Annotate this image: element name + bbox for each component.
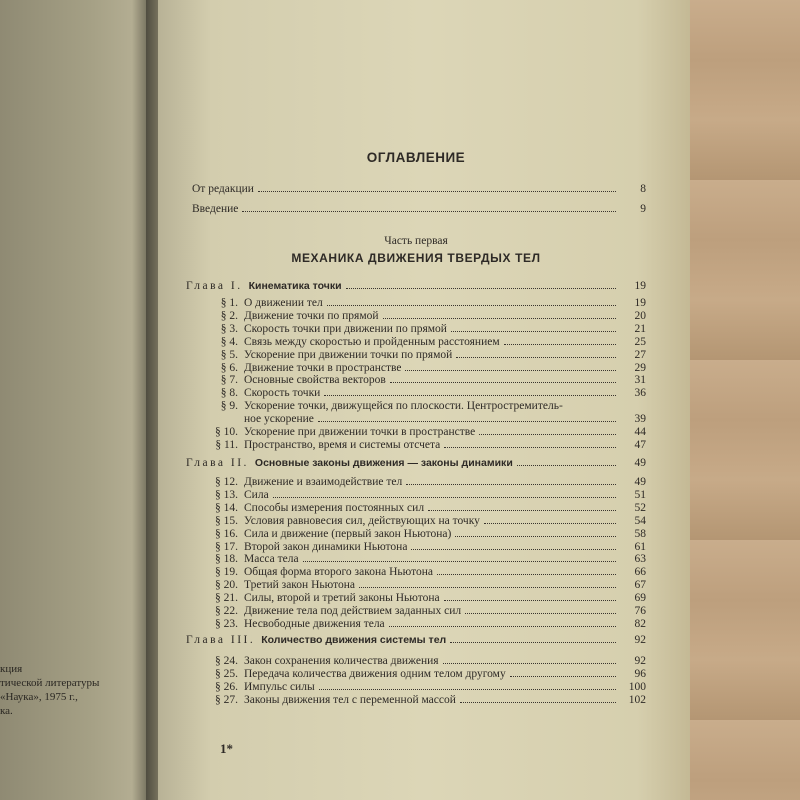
leader-dots — [444, 438, 616, 448]
left-line: кция — [0, 663, 23, 675]
chapter-label: Глава III. — [186, 634, 256, 646]
intro-entry — [192, 202, 646, 216]
section-entry — [186, 565, 646, 579]
left-line: тической литературы — [0, 677, 100, 689]
section-number: § 1. — [220, 297, 238, 309]
leader-dots — [327, 296, 616, 306]
leader-dots — [318, 412, 616, 422]
section-title: Скорость точки при движении по прямой — [244, 322, 447, 335]
section-title: Ускорение при движении точки в пространстве — [244, 426, 476, 438]
section-title-continued: ное ускорение — [244, 413, 314, 426]
leader-dots — [517, 456, 616, 466]
section-entry — [186, 578, 646, 592]
section-number: § 21. — [215, 592, 238, 605]
section-number: § 9. — [220, 400, 238, 413]
section-number: § 17. — [215, 540, 238, 553]
leader-dots — [324, 386, 616, 396]
page-number: 92 — [634, 655, 646, 667]
section-entry — [186, 335, 646, 349]
page-number: 52 — [634, 501, 646, 514]
page-number: 25 — [634, 335, 646, 348]
section-entry — [186, 488, 646, 502]
leader-dots — [411, 540, 616, 550]
page-number: 49 — [634, 457, 646, 469]
section-entry — [186, 386, 646, 400]
section-number: § 5. — [220, 348, 238, 361]
section-title: Законы движения тел с переменной массой — [244, 693, 456, 706]
toc-title: ОГЛАВЛЕНИЕ — [366, 150, 466, 165]
section-number: § 18. — [215, 553, 238, 566]
section-title: О движении тел — [244, 297, 323, 309]
section-number: § 6. — [220, 361, 238, 374]
page-number: 102 — [628, 693, 646, 706]
page-number: 9 — [640, 203, 646, 215]
section-title: Движение точки в пространстве — [244, 361, 402, 374]
section-number: § 4. — [220, 335, 238, 348]
leader-dots — [456, 348, 616, 358]
leader-dots — [451, 322, 616, 332]
section-entry — [186, 322, 646, 336]
section-entry — [186, 438, 646, 452]
leader-dots — [455, 527, 616, 537]
page-number: 36 — [634, 387, 646, 400]
page-number: 49 — [634, 476, 646, 488]
leader-dots — [390, 373, 616, 383]
section-number: § 16. — [215, 527, 238, 540]
page-number: 39 — [634, 413, 646, 426]
section-title: Ускорение при движении точки по прямой — [244, 348, 453, 361]
chapter-heading — [186, 633, 646, 647]
left-line: ка. — [0, 705, 13, 717]
chapter-label: Глава II. — [186, 457, 249, 469]
section-title: Условия равновесия сил, действующих на точку — [244, 514, 480, 527]
section-title: Силы, второй и третий законы Ньютона — [244, 592, 440, 605]
section-title: Сила и движение (первый закон Ньютона) — [244, 527, 452, 540]
page-number: 51 — [634, 488, 646, 501]
section-entry — [186, 309, 646, 323]
section-title: Общая форма второго закона Ньютона — [244, 566, 433, 579]
section-title: Сила — [244, 488, 269, 501]
page-number: 31 — [634, 374, 646, 387]
section-entry — [186, 296, 646, 310]
section-number: § 3. — [220, 322, 238, 335]
section-entry — [186, 552, 646, 566]
left-page-text — [0, 662, 150, 718]
page-number: 19 — [634, 297, 646, 309]
leader-dots — [273, 488, 616, 498]
chapter-title: Количество движения системы тел — [261, 634, 447, 646]
page-number: 19 — [634, 280, 646, 292]
leader-dots — [346, 279, 616, 289]
page-number: 69 — [634, 592, 646, 605]
section-title: Связь между скоростью и пройденным расстоянием — [244, 335, 500, 348]
section-title: Движение точки по прямой — [244, 309, 379, 322]
leader-dots — [504, 335, 616, 345]
section-entry — [186, 680, 646, 694]
signature-mark: 1* — [220, 741, 233, 756]
leader-dots — [406, 475, 616, 485]
left-page — [0, 0, 150, 800]
leader-dots — [319, 680, 616, 690]
section-number: § 10. — [215, 426, 238, 438]
section-entry — [186, 475, 646, 489]
page-number: 47 — [634, 438, 646, 451]
page-number: 96 — [634, 667, 646, 680]
section-title: Импульс силы — [244, 680, 315, 693]
leader-dots — [460, 693, 616, 703]
leader-dots — [444, 591, 616, 601]
leader-dots — [437, 565, 616, 575]
page-number: 82 — [634, 617, 646, 630]
chapter-heading — [186, 279, 646, 293]
section-entry — [186, 399, 646, 413]
section-number: § 12. — [215, 476, 238, 488]
section-number: § 26. — [215, 680, 238, 693]
section-entry — [186, 361, 646, 375]
section-entry — [186, 667, 646, 681]
section-number: § 19. — [215, 566, 238, 579]
leader-dots — [484, 514, 616, 524]
section-number: § 2. — [220, 309, 238, 322]
section-title: Несвободные движения тела — [244, 617, 385, 630]
section-number: § 14. — [215, 501, 238, 514]
section-number: § 27. — [215, 693, 238, 706]
entry-text: Введение — [192, 203, 239, 215]
section-entry — [186, 654, 646, 668]
chapter-label: Глава I. — [186, 280, 243, 292]
page-number: 61 — [634, 540, 646, 553]
page-number: 100 — [628, 680, 646, 693]
leader-dots — [443, 654, 616, 664]
section-title: Способы измерения постоянных сил — [244, 501, 425, 514]
section-number: § 24. — [215, 655, 238, 667]
leader-dots — [389, 617, 616, 627]
chapter-title: Основные законы движения — законы динамики — [254, 457, 513, 469]
page-number: 21 — [634, 322, 646, 335]
toc-page — [158, 0, 690, 800]
leader-dots — [405, 361, 616, 371]
part-title: МЕХАНИКА ДВИЖЕНИЯ ТВЕРДЫХ ТЕЛ — [291, 251, 541, 265]
section-title: Пространство, время и системы отсчета — [244, 438, 441, 451]
page-number: 44 — [634, 426, 646, 438]
section-entry — [186, 348, 646, 362]
section-title: Основные свойства векторов — [244, 374, 386, 387]
section-entry — [186, 693, 646, 707]
section-number: § 7. — [220, 374, 238, 387]
section-entry — [186, 540, 646, 554]
section-entry — [186, 527, 646, 541]
page-number: 67 — [634, 579, 646, 592]
left-line: «Наука», 1975 г., — [0, 691, 78, 703]
section-title: Третий закон Ньютона — [244, 579, 355, 592]
page-number: 63 — [634, 553, 646, 566]
section-number: § 13. — [215, 488, 238, 501]
leader-dots — [242, 202, 616, 212]
section-number: § 22. — [215, 605, 238, 617]
intro-entry — [192, 182, 646, 196]
leader-dots — [428, 501, 616, 511]
section-entry — [186, 604, 646, 618]
page-number: 27 — [634, 348, 646, 361]
table-surface — [690, 0, 800, 800]
section-number: § 11. — [215, 438, 238, 451]
section-entry — [186, 501, 646, 515]
page-number: 54 — [634, 514, 646, 527]
section-entry — [186, 425, 646, 439]
section-title: Передача количества движения одним телом другому — [244, 667, 506, 680]
section-title: Движение тела под действием заданных сил — [244, 605, 462, 617]
section-entry — [186, 591, 646, 605]
section-entry — [186, 514, 646, 528]
leader-dots — [510, 667, 616, 677]
page-number: 58 — [634, 527, 646, 540]
section-number: § 23. — [215, 617, 238, 630]
section-number: § 15. — [215, 514, 238, 527]
chapter-title: Кинематика точки — [248, 280, 342, 292]
section-title: Ускорение точки, движущейся по плоскости. Центростремитель- — [244, 400, 563, 413]
section-title: Второй закон динамики Ньютона — [244, 540, 408, 553]
section-title: Движение и взаимодействие тел — [244, 476, 403, 488]
section-title: Скорость точки — [244, 387, 321, 400]
leader-dots — [465, 604, 616, 614]
page-number: 66 — [634, 566, 646, 579]
page-number: 76 — [634, 605, 646, 617]
section-entry — [186, 617, 646, 631]
part-label: Часть первая — [384, 235, 448, 247]
leader-dots — [303, 552, 616, 562]
leader-dots — [258, 182, 616, 192]
page-number: 20 — [634, 309, 646, 322]
section-continuation — [244, 412, 646, 426]
page-number: 8 — [640, 183, 646, 195]
section-number: § 8. — [220, 387, 238, 400]
section-number: § 25. — [215, 667, 238, 680]
page-number: 92 — [634, 634, 646, 646]
section-number: § 20. — [215, 579, 238, 592]
chapter-heading — [186, 456, 646, 470]
entry-text: От редакции — [192, 183, 254, 195]
leader-dots — [383, 309, 617, 319]
leader-dots — [479, 425, 616, 435]
leader-dots — [450, 633, 616, 643]
page-number: 29 — [634, 361, 646, 374]
section-entry — [186, 373, 646, 387]
section-title: Закон сохранения количества движения — [244, 655, 439, 667]
leader-dots — [359, 578, 616, 588]
section-title: Масса тела — [244, 553, 299, 566]
